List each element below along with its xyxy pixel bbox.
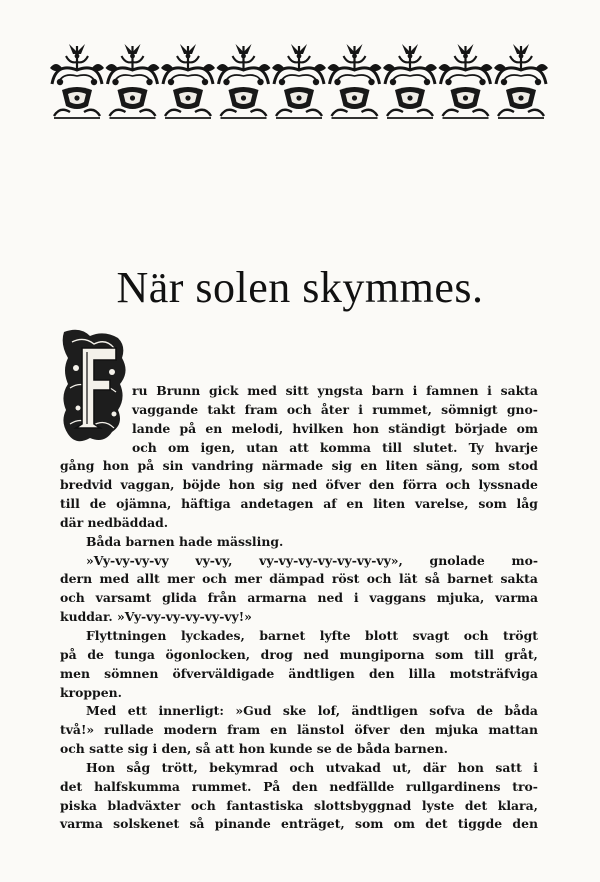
text-line: det halfskumma rummet. På den nedfällde rullgardinens tro-	[60, 778, 538, 794]
ornament-motif	[328, 44, 382, 118]
chapter-title: När solen skymmes.	[116, 263, 484, 312]
text-line: kuddar. »Vy-vy-vy-vy-vy-vy!»	[60, 609, 252, 625]
text-line: varma solskenet så pinande enträget, som om det tiggde den	[60, 816, 538, 832]
text-line: vaggande takt fram och åter i rummet, sömnigt gno-	[132, 401, 538, 417]
text-line: »Vy-vy-vy-vy vy-vy, vy-vy-vy-vy-vy-vy-vy», gnolade mo-	[86, 552, 538, 568]
decorative-floral-border	[50, 40, 550, 122]
text-line: och satte sig i den, så att hon kunde se de båda barnen.	[60, 741, 448, 757]
text-line: Med ett innerligt: »Gud ske lof, ändtligen sofva de båda	[86, 703, 538, 719]
text-line: på de tunga ögonlocken, drog ned mungiporna som till gråt,	[60, 646, 538, 662]
text-line: där nedbäddad.	[60, 514, 169, 530]
ornament-motif	[106, 44, 160, 118]
text-line: men sömnen öfverväldigade ändtligen den lilla motsträfviga	[60, 665, 538, 681]
ornament-motif	[272, 44, 326, 118]
ornament-motif	[50, 44, 104, 118]
text-line: bredvid vaggan, böjde hon sig ned öfver den förra och lyssnade	[60, 477, 538, 493]
text-line: två!» rullade modern fram en länstol öfver den mjuka mattan	[60, 722, 538, 738]
ornament-motif	[161, 44, 215, 118]
text-line: och om igen, utan att komma till slutet. Ty hvarje	[132, 439, 538, 455]
text-line: och varsamt glida från armarna ned i vaggans mjuka, varma	[60, 590, 538, 606]
text-line: lande på en melodi, hvilken hon ständigt började om	[132, 420, 538, 436]
text-line: Båda barnen hade mässling.	[86, 533, 284, 549]
text-line: dern med allt mer och mer dämpad röst och lät så barnet sakta	[60, 571, 538, 587]
text-line: ru Brunn gick med sitt yngsta barn i famnen i sakta	[132, 383, 538, 398]
text-line: piska bladväxter och fantastiska slottsbyggnad lyste det klara,	[60, 797, 538, 813]
text-line: till de ojämna, häftiga andetagen af en liten varelse, som låg	[60, 496, 538, 512]
ornament-motif	[217, 44, 271, 118]
text-line: Hon såg trött, bekymrad och utvakad ut, där hon satt i	[86, 759, 538, 775]
text-line: gång hon på sin vandring närmade sig en liten säng, som stod	[60, 458, 538, 474]
ornament-motif	[383, 44, 437, 118]
text-line: kroppen.	[60, 684, 122, 700]
ornament-motif	[494, 44, 548, 118]
story-text	[60, 382, 538, 834]
text-line: Flyttningen lyckades, barnet lyfte blott svagt och trögt	[86, 627, 538, 643]
ornament-motif	[439, 44, 493, 118]
